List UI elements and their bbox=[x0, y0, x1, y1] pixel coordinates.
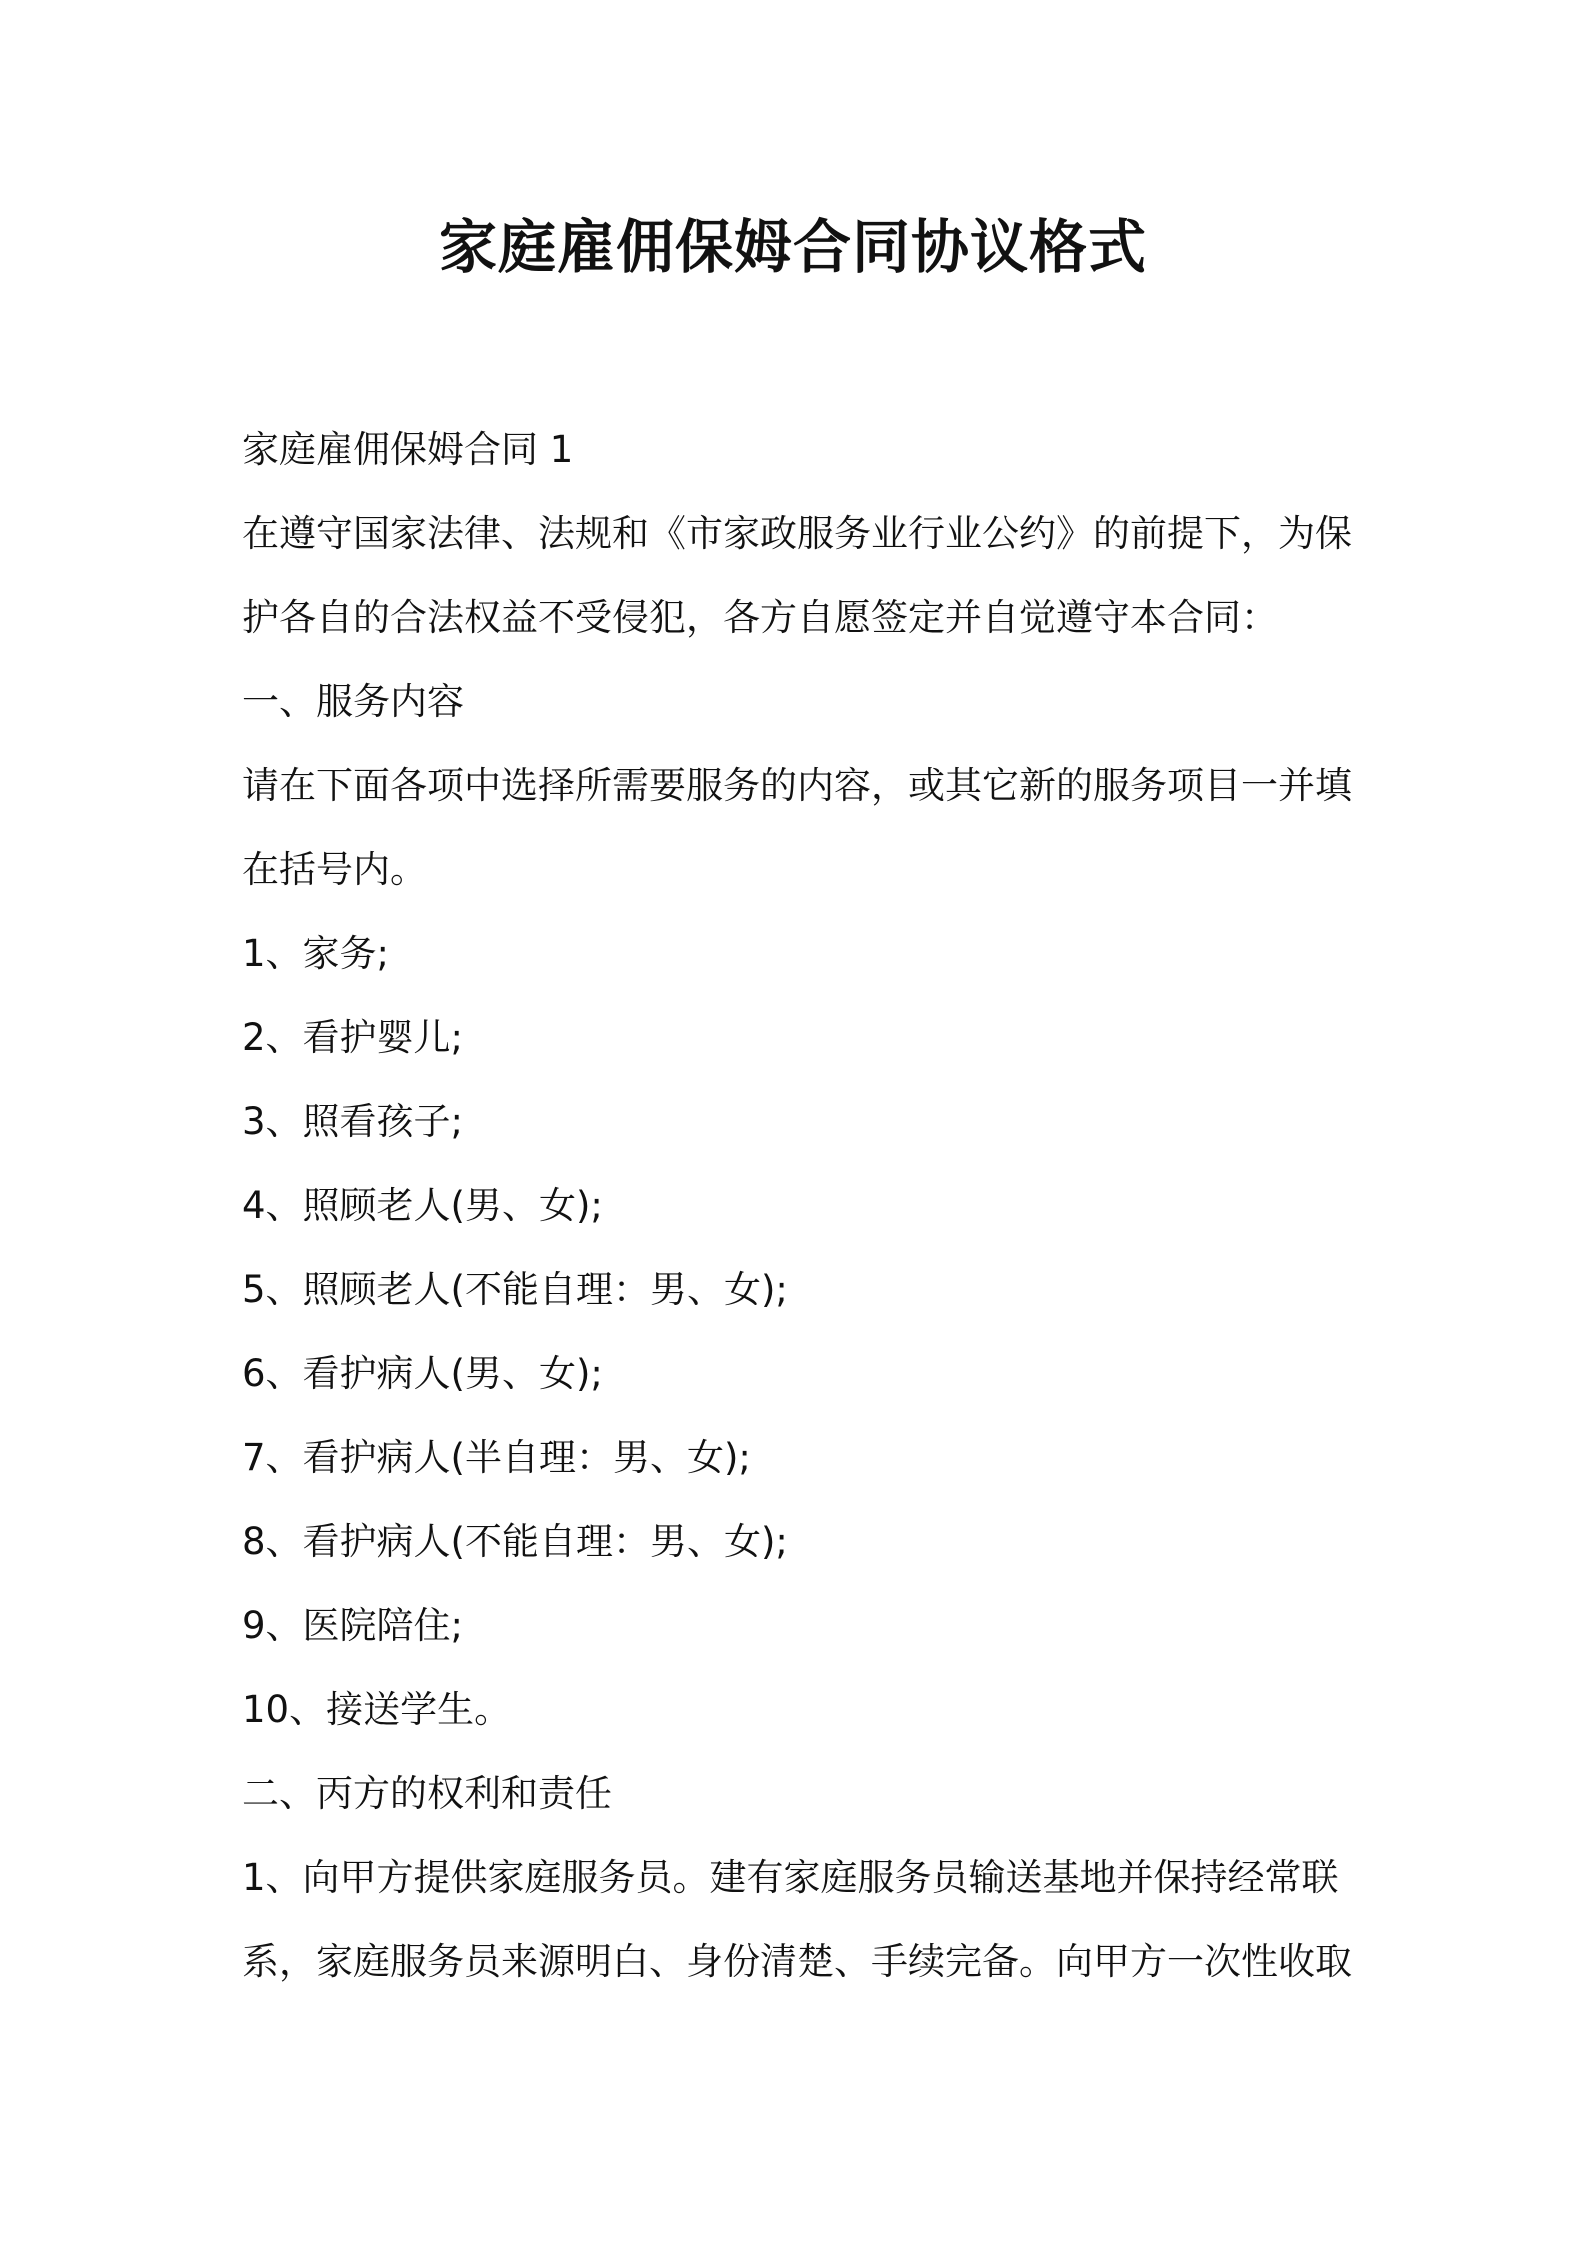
service-item: 2、看护婴儿; bbox=[242, 1016, 464, 1059]
preamble-line: 在遵守国家法律、法规和《市家政服务业行业公约》的前提下，为保 bbox=[242, 512, 1352, 555]
service-item: 5、照顾老人(不能自理：男、女); bbox=[242, 1268, 788, 1311]
service-item: 10、接送学生。 bbox=[242, 1688, 512, 1731]
contract-heading: 家庭雇佣保姆合同 1 bbox=[242, 428, 574, 471]
preamble-line: 护各自的合法权益不受侵犯，各方自愿签定并自觉遵守本合同： bbox=[242, 596, 1278, 639]
service-item: 9、医院陪住; bbox=[242, 1604, 464, 1647]
service-item: 4、照顾老人(男、女); bbox=[242, 1184, 603, 1227]
clause-line: 1、向甲方提供家庭服务员。建有家庭服务员输送基地并保持经常联 bbox=[242, 1856, 1339, 1899]
section-heading-party-c-rights: 二、丙方的权利和责任 bbox=[242, 1772, 612, 1815]
instruction-line: 请在下面各项中选择所需要服务的内容，或其它新的服务项目一并填 bbox=[242, 764, 1352, 807]
clause-line: 系，家庭服务员来源明白、身份清楚、手续完备。向甲方一次性收取 bbox=[242, 1940, 1352, 1983]
document-title: 家庭雇佣保姆合同协议格式 bbox=[438, 213, 1147, 281]
document-body bbox=[242, 408, 1362, 2004]
service-item: 1、家务; bbox=[242, 932, 390, 975]
service-item: 7、看护病人(半自理：男、女); bbox=[242, 1436, 751, 1479]
instruction-line: 在括号内。 bbox=[242, 848, 427, 891]
section-heading-service-content: 一、服务内容 bbox=[242, 680, 464, 723]
service-item: 8、看护病人(不能自理：男、女); bbox=[242, 1520, 788, 1563]
service-item: 3、照看孩子; bbox=[242, 1100, 464, 1143]
service-item: 6、看护病人(男、女); bbox=[242, 1352, 603, 1395]
